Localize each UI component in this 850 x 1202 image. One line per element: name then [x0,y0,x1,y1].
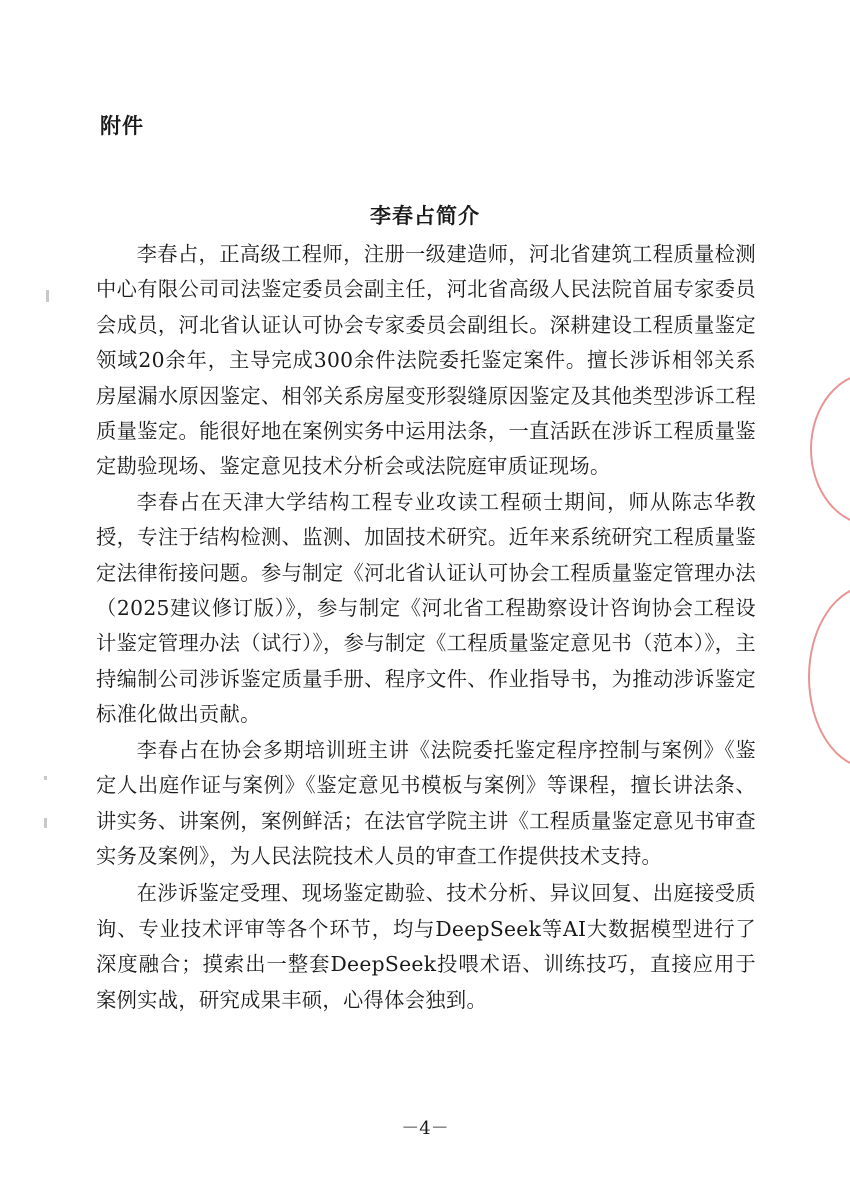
red-stamp-seal [810,372,850,526]
attachment-label: 附件 [100,114,144,138]
paragraph-intro: 李春占，正高级工程师，注册一级建造师，河北省建筑工程质量检测中心有限公司司法鉴定委员会副主任，河北省高级人民法院首届专家委员会成员，河北省认证认可协会专家委员会副组长。深耕建设工程质量鉴定领域20余年，主导完成300余件法院委托鉴定案件。擅长涉诉相邻关系房屋漏水原因鉴定、相邻关系房屋变形裂缝原因鉴定及其他类型涉诉工程质量鉴定。能很好地在案例实务中运用法条，一直活跃在涉诉工程质量鉴定勘验现场、鉴定意见技术分析会或法院庭审质证现场。 [96,242,756,479]
red-stamp-seal [808,585,850,769]
scan-mark [46,290,49,302]
paragraph-training: 李春占在协会多期培训班主讲《法院委托鉴定程序控制与案例》《鉴定人出庭作证与案例》《鉴定意见书模板与案例》等课程，擅长讲法条、讲实务、讲案例，案例鲜活；在法官学院主讲《工程质量鉴定意见书审查实务及案例》，为人民法院技术人员的审查工作提供技术支持。 [96,737,756,868]
scan-mark [44,818,47,828]
scan-mark [44,776,47,780]
paragraph-education: 李春占在天津大学结构工程专业攻读工程硕士期间，师从陈志华教授，专注于结构检测、监测、加固技术研究。近年来系统研究工程质量鉴定法律衔接问题。参与制定《河北省认证认可协会工程质量鉴定管理办法（2025建议修订版）》，参与制定《河北省工程勘察设计咨询协会工程设计鉴定管理办法（试行）》，参与制定《工程质量鉴定意见书（范本）》，主持编制公司涉诉鉴定质量手册、程序文件、作业指导书，为推动涉诉鉴定标准化做出贡献。 [96,489,756,727]
paragraph-ai: 在涉诉鉴定受理、现场鉴定勘验、技术分析、异议回复、出庭接受质询、专业技术评审等各个环节，均与DeepSeek等AI大数据模型进行了深度融合；摸索出一整套DeepSeek投喂术语、训练技巧，直接应用于案例实战，研究成果丰硕，心得体会独到。 [96,881,756,1012]
page-number: －4－ [401,1118,449,1139]
document-title: 李春占简介 [370,204,480,228]
body-text [96,237,756,1018]
